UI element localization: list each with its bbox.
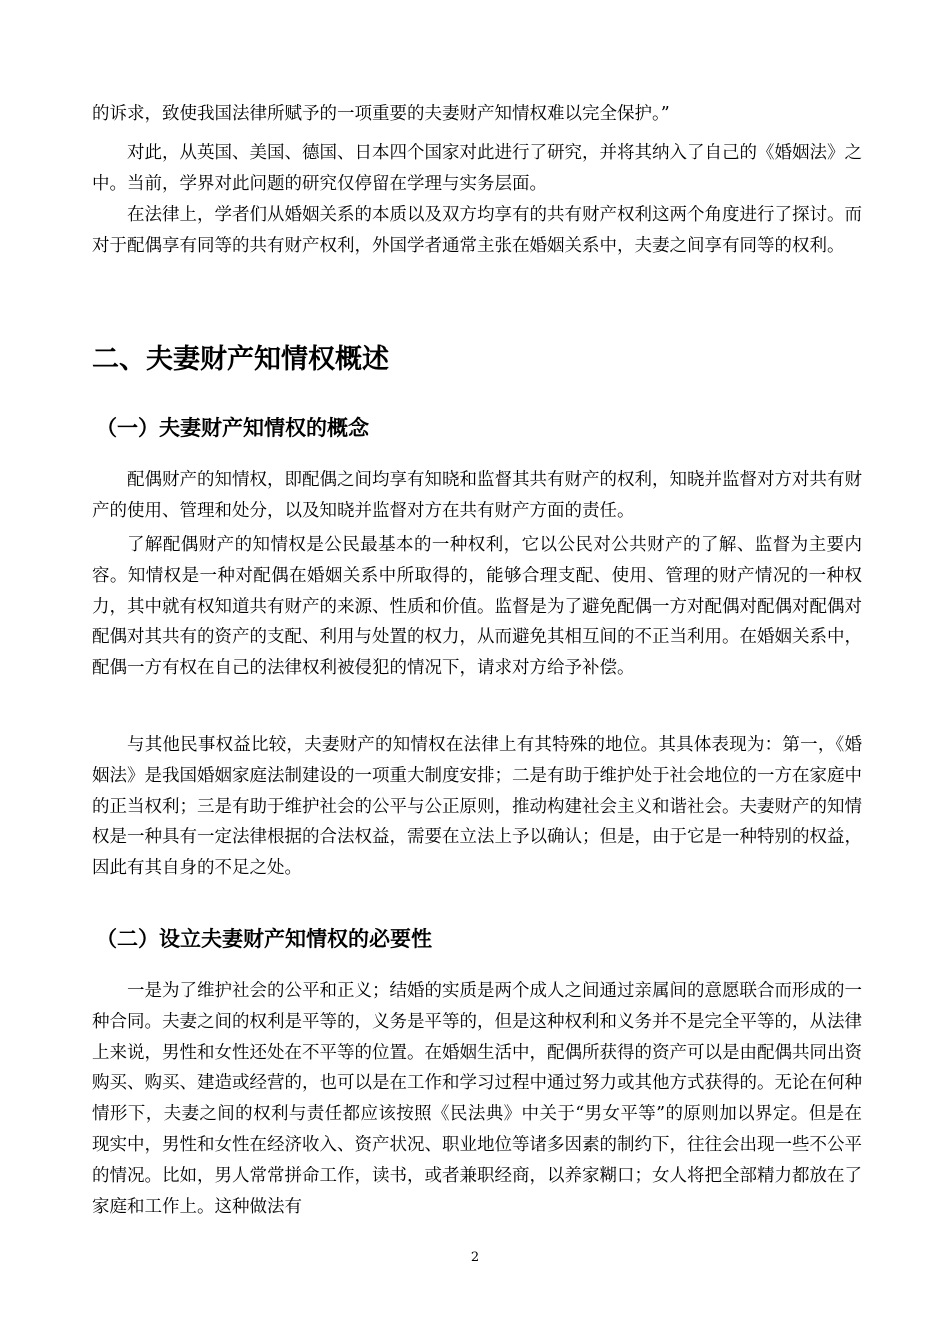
subsection-title: （一）夫妻财产知情权的概念 — [96, 416, 369, 440]
paragraph: 配偶财产的知情权，即配偶之间均享有知晓和监督其共有财产的权利，知晓并监督对方对共有财产的使用、管理和处分，以及知晓并监督对方在共有财产方面的责任。 — [92, 470, 862, 521]
paragraph-continued: 的诉求，致使我国法律所赋予的一项重要的夫妻财产知情权难以完全保护。” — [92, 104, 670, 124]
paragraph: 一是为了维护社会的公平和正义；结婚的实质是两个成人之间通过亲属间的意愿联合而形成的一种合同。夫妻之间的权利是平等的，义务是平等的，但是这种权利和义务并不是完全平等的，从法律上来说，男性和女性还处在不平等的位置。在婚姻生活中，配偶所获得的资产可以是由配偶共同出资购买、购买、建造或经营的，也可以是在工作和学习过程中通过努力或其他方式获得的。无论在何种情形下，夫妻之间的权利与责任都应该按照《民法典》中关于“男女平等”的原则加以界定。但是在现实中，男性和女性在经济收入、资产状况、职业地位等诸多因素的制约下，往往会出现一些不公平的情况。比如，男人常常拼命工作，读书，或者兼职经商，以养家糊口；女人将把全部精力都放在了家庭和工作上。这种做法有 — [92, 981, 862, 1217]
subsection-title: （二）设立夫妻财产知情权的必要性 — [96, 927, 432, 951]
paragraph: 与其他民事权益比较，夫妻财产的知情权在法律上有其特殊的地位。其具体表现为：第一，《婚姻法》是我国婚姻家庭法制建设的一项重大制度安排；二是有助于维护处于社会地位的一方在家庭中的正当权利；三是有助于维护社会的公平与公正原则，推动构建社会主义和谐社会。夫妻财产的知情权是一种具有一定法律根据的合法权益，需要在立法上予以确认；但是，由于它是一种特别的权益，因此有其自身的不足之处。 — [92, 735, 862, 879]
page-number: 2 — [470, 1250, 480, 1265]
paragraph: 对此，从英国、美国、德国、日本四个国家对此进行了研究，并将其纳入了自己的《婚姻法》之中。当前，学界对此问题的研究仅停留在学理与实务层面。 — [92, 143, 862, 194]
paragraph: 了解配偶财产的知情权是公民最基本的一种权利，它以公民对公共财产的了解、监督为主要内容。知情权是一种对配偶在婚姻关系中所取得的，能够合理支配、使用、管理的财产情况的一种权力，其中就有权知道共有财产的来源、性质和价值。监督是为了避免配偶一方对配偶对配偶对配偶对配偶对其共有的资产的支配、利用与处置的权力，从而避免其相互间的不正当利用。在婚姻关系中，配偶一方有权在自己的法律权利被侵犯的情况下，请求对方给予补偿。 — [92, 535, 862, 679]
section-title: 二、夫妻财产知情权概述 — [92, 344, 389, 375]
paragraph: 在法律上，学者们从婚姻关系的本质以及双方均享有的共有财产权利这两个角度进行了探讨。而对于配偶享有同等的共有财产权利，外国学者通常主张在婚姻关系中，夫妻之间享有同等的权利。 — [92, 205, 862, 256]
